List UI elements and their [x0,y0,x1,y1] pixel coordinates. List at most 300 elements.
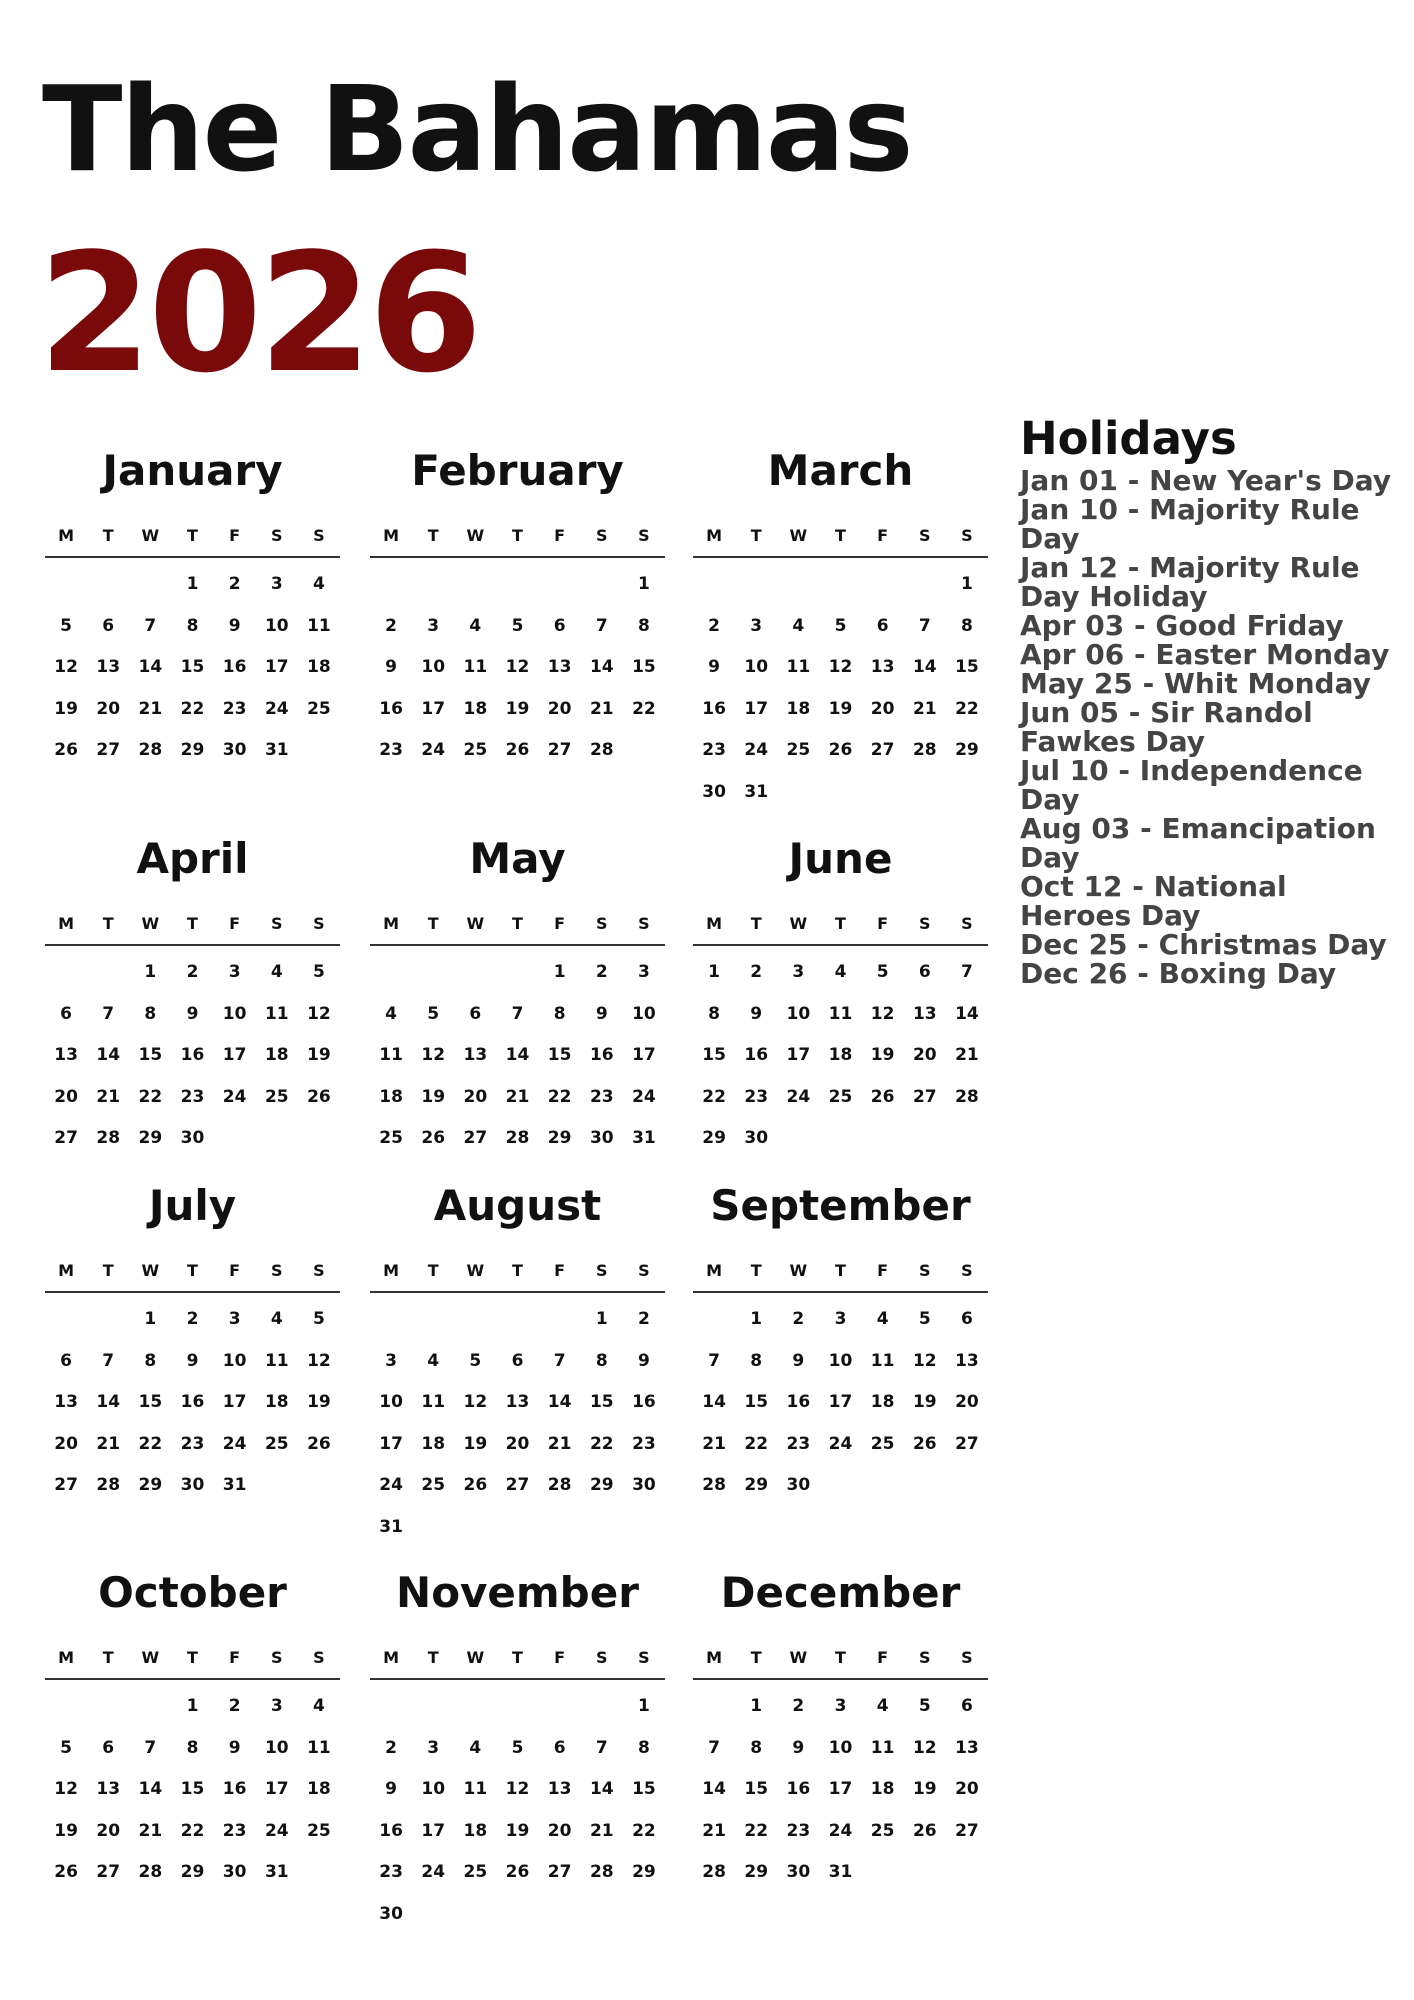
day-cell: 17 [264,657,289,677]
weekday-header [370,1636,665,1680]
month-july [45,1175,340,1507]
day-cell: 11 [264,1003,289,1024]
weekday-label: T [512,525,523,545]
weekday-label: W [789,525,808,545]
day-cell: 21 [702,1433,726,1454]
day-cell: 22 [180,1820,205,1841]
day-cell: 2 [186,1309,199,1329]
weekday-label: S [638,913,650,933]
day-cell: 15 [138,1392,163,1412]
day-cell: 2 [750,962,763,982]
weekday-label: W [789,1647,808,1667]
day-cell: 10 [222,1003,247,1024]
day-cell: 8 [750,1737,763,1758]
day-cell: 16 [180,1392,205,1412]
month-name: April [136,834,249,883]
day-grid [45,1686,340,1894]
day-cell: 29 [547,1128,572,1148]
day-cell: 20 [96,698,121,719]
day-cell: 16 [702,698,726,719]
day-cell: 23 [589,1086,614,1107]
weekday-label: S [638,1260,650,1280]
day-cell: 19 [54,698,78,719]
weekday-label: S [313,525,325,545]
day-cell: 8 [595,1350,608,1371]
day-cell: 21 [547,1433,572,1454]
day-cell: 11 [828,1003,853,1024]
day-cell: 2 [228,1696,241,1716]
weekday-label: F [229,1647,241,1667]
day-cell: 10 [421,1779,446,1799]
weekday-label: W [466,1647,485,1667]
day-cell: 23 [379,740,403,760]
day-cell: 21 [589,698,614,719]
weekday-label: T [187,525,198,545]
weekday-label: F [229,913,241,933]
day-cell: 21 [912,698,937,719]
day-cell: 29 [744,1475,769,1495]
day-cell: 3 [427,1737,440,1758]
empty-day-cell [693,1686,735,1728]
month-december [693,1562,988,1894]
weekday-label: W [789,913,808,933]
day-cell: 30 [744,1128,769,1148]
empty-day-cell [87,952,129,994]
holidays-panel [1020,412,1400,988]
day-cell: 8 [637,1737,650,1758]
day-cell: 14 [589,1779,614,1799]
day-cell: 23 [180,1433,205,1454]
day-cell: 31 [264,1862,289,1882]
day-cell: 27 [54,1128,78,1148]
weekday-header [45,902,340,946]
day-cell: 5 [511,1737,524,1758]
day-cell: 23 [786,1433,811,1454]
empty-day-cell [819,564,861,606]
day-cell: 27 [96,1862,121,1882]
empty-day-cell [735,564,777,606]
weekday-label: S [961,1260,973,1280]
day-cell: 17 [828,1779,853,1799]
day-cell: 3 [834,1696,847,1716]
holiday-list [1020,466,1400,988]
weekday-label: S [271,913,283,933]
day-cell: 25 [264,1086,289,1107]
day-cell: 2 [637,1309,650,1329]
day-cell: 27 [912,1086,937,1107]
day-cell: 19 [828,698,853,719]
weekday-label: T [835,1647,846,1667]
day-cell: 23 [222,698,247,719]
weekday-header [45,1636,340,1680]
day-cell: 5 [427,1003,440,1024]
month-september [693,1175,988,1507]
day-cell: 18 [264,1045,289,1065]
day-cell: 11 [463,657,488,677]
weekday-header [693,902,988,946]
day-cell: 19 [870,1045,895,1065]
day-cell: 18 [870,1392,895,1412]
day-cell: 1 [637,1696,650,1716]
day-cell: 21 [138,698,163,719]
day-cell: 20 [912,1045,937,1065]
day-cell: 30 [786,1475,811,1495]
day-cell: 9 [228,1737,241,1758]
day-cell: 6 [102,1737,115,1758]
day-cell: 3 [270,574,283,594]
day-grid [45,1299,340,1507]
day-cell: 28 [955,1086,979,1107]
day-cell: 6 [918,962,931,982]
day-cell: 2 [595,962,608,982]
day-cell: 16 [786,1392,811,1412]
day-cell: 5 [60,615,72,636]
day-cell: 31 [379,1516,403,1537]
day-cell: 2 [708,615,720,636]
day-cell: 15 [547,1045,572,1065]
empty-day-cell [496,952,538,994]
day-cell: 10 [828,1350,853,1371]
weekday-header [693,1636,988,1680]
day-cell: 30 [702,781,726,802]
day-cell: 9 [385,657,397,677]
empty-day-cell [581,564,623,606]
empty-day-cell [412,564,454,606]
day-grid [370,1299,665,1548]
weekday-label: F [229,525,241,545]
day-cell: 5 [60,1737,72,1758]
day-cell: 15 [744,1779,769,1799]
empty-day-cell [454,564,496,606]
day-cell: 20 [870,698,895,719]
weekday-label: T [102,525,114,545]
month-august [370,1175,665,1548]
day-cell: 15 [744,1392,769,1412]
day-cell: 17 [264,1779,289,1799]
day-cell: 10 [786,1003,811,1024]
day-cell: 25 [463,740,488,760]
weekday-label: S [596,525,608,545]
day-cell: 14 [505,1045,530,1065]
weekday-header [45,514,340,558]
month-name: June [788,834,893,883]
day-cell: 25 [264,1433,289,1454]
day-cell: 11 [463,1779,488,1799]
weekday-label: T [187,913,198,933]
weekday-label: M [383,1647,400,1667]
day-cell: 4 [876,1309,889,1329]
weekday-label: T [102,913,114,933]
day-cell: 24 [744,740,769,760]
day-cell: 19 [421,1086,446,1107]
weekday-label: W [466,1260,485,1280]
day-cell: 8 [750,1350,763,1371]
day-cell: 8 [960,615,973,636]
day-cell: 13 [912,1003,937,1024]
day-cell: 10 [744,657,769,677]
weekday-label: M [383,913,400,933]
day-cell: 5 [834,615,847,636]
day-cell: 5 [918,1696,931,1716]
day-cell: 24 [828,1820,853,1841]
day-cell: 1 [144,1309,157,1329]
weekday-label: T [835,1260,846,1280]
day-cell: 7 [595,615,608,636]
day-cell: 9 [186,1003,199,1024]
day-cell: 9 [385,1779,397,1799]
weekday-label: T [512,1260,523,1280]
day-cell: 21 [138,1820,163,1841]
holiday-item: Aug 03 - Emancipation Day [1020,812,1376,874]
day-cell: 30 [786,1862,811,1882]
day-cell: 15 [180,1779,205,1799]
day-grid [693,952,988,1160]
weekday-header [45,1249,340,1293]
day-cell: 7 [708,1350,720,1371]
day-cell: 12 [54,1779,78,1799]
day-cell: 1 [750,1696,763,1716]
weekday-label: W [141,913,160,933]
holiday-item: Jul 10 - Independence Day [1020,754,1363,816]
month-march [693,440,988,813]
day-cell: 9 [708,657,720,677]
day-cell: 5 [312,1309,325,1329]
day-cell: 7 [144,615,157,636]
day-cell: 11 [307,615,331,636]
day-cell: 2 [228,574,241,594]
day-cell: 22 [632,1820,656,1841]
day-cell: 22 [955,698,979,719]
empty-day-cell [129,564,171,606]
weekday-label: F [877,1647,889,1667]
month-name: January [102,446,283,495]
day-cell: 16 [786,1779,811,1799]
day-cell: 12 [54,657,78,677]
day-cell: 3 [228,1309,241,1329]
day-cell: 29 [702,1128,726,1148]
month-october [45,1562,340,1894]
day-cell: 29 [744,1862,769,1882]
empty-day-cell [45,1299,87,1341]
day-cell: 13 [547,1779,572,1799]
day-cell: 22 [744,1433,769,1454]
day-cell: 21 [589,1820,614,1841]
holiday-item: Jan 10 - Majority Rule Day [1020,493,1360,555]
day-cell: 20 [96,1820,121,1841]
weekday-label: T [427,913,439,933]
weekday-label: S [596,913,608,933]
page-title: The Bahamas [42,60,912,198]
empty-day-cell [496,1299,538,1341]
holiday-item: Dec 26 - Boxing Day [1020,957,1337,990]
weekday-label: T [750,913,762,933]
weekday-label: W [141,1260,160,1280]
day-cell: 7 [102,1003,115,1024]
day-cell: 18 [307,657,331,677]
day-cell: 27 [505,1475,530,1495]
day-cell: 5 [876,962,889,982]
day-cell: 28 [505,1128,530,1148]
empty-day-cell [412,1299,454,1341]
day-cell: 3 [270,1696,283,1716]
day-cell: 24 [786,1086,811,1107]
empty-day-cell [539,1686,581,1728]
weekday-label: W [466,525,485,545]
day-cell: 26 [912,1820,937,1841]
day-cell: 1 [960,574,973,594]
weekday-label: T [835,913,846,933]
day-cell: 13 [54,1392,78,1412]
day-cell: 16 [632,1392,656,1412]
day-cell: 21 [96,1433,121,1454]
day-grid [45,564,340,772]
day-cell: 7 [511,1003,524,1024]
weekday-label: T [427,525,439,545]
day-cell: 27 [547,740,572,760]
weekday-label: F [554,1260,566,1280]
weekday-label: M [383,1260,400,1280]
day-cell: 16 [180,1045,205,1065]
day-cell: 29 [632,1862,656,1882]
day-cell: 3 [792,962,805,982]
day-cell: 27 [96,740,121,760]
empty-day-cell [45,564,87,606]
day-cell: 14 [547,1392,572,1412]
day-cell: 25 [463,1862,488,1882]
empty-day-cell [412,1686,454,1728]
weekday-label: T [512,913,523,933]
day-cell: 3 [834,1309,847,1329]
holiday-item: Jun 05 - Sir Randol Fawkes Day [1020,696,1313,758]
day-cell: 30 [379,1903,403,1924]
month-name: July [148,1181,237,1230]
day-grid [370,564,665,772]
day-cell: 6 [553,1737,566,1758]
day-cell: 17 [786,1045,811,1065]
empty-day-cell [87,1686,129,1728]
day-cell: 17 [421,698,446,719]
month-name: March [767,446,914,495]
day-cell: 16 [222,1779,247,1799]
day-cell: 5 [312,962,325,982]
day-cell: 2 [792,1696,805,1716]
day-cell: 21 [955,1045,979,1065]
holiday-item: Oct 12 - National Heroes Day [1020,870,1287,932]
day-cell: 13 [955,1350,979,1371]
weekday-label: M [58,913,75,933]
day-cell: 1 [750,1309,763,1329]
weekday-label: S [919,1260,931,1280]
weekday-label: F [554,913,566,933]
day-cell: 14 [96,1392,121,1412]
day-cell: 13 [54,1045,78,1065]
weekday-label: W [789,1260,808,1280]
day-cell: 9 [228,615,241,636]
day-cell: 27 [955,1820,979,1841]
weekday-label: S [961,1647,973,1667]
day-cell: 29 [180,1862,205,1882]
month-name: August [433,1181,602,1230]
day-cell: 3 [750,615,763,636]
day-cell: 23 [744,1086,769,1107]
day-cell: 27 [870,740,895,760]
weekday-label: T [102,1260,114,1280]
day-cell: 17 [222,1392,247,1412]
day-cell: 22 [632,698,656,719]
weekday-label: F [877,913,889,933]
day-cell: 25 [421,1475,446,1495]
day-cell: 30 [222,1862,247,1882]
day-cell: 11 [870,1737,895,1758]
day-cell: 19 [912,1392,937,1412]
weekday-label: S [313,1260,325,1280]
day-cell: 4 [427,1350,440,1371]
day-grid [370,1686,665,1935]
day-cell: 26 [505,1862,530,1882]
day-cell: 12 [505,1779,530,1799]
day-cell: 23 [180,1086,205,1107]
weekday-label: S [961,913,973,933]
day-cell: 25 [870,1433,895,1454]
empty-day-cell [904,564,946,606]
day-cell: 6 [553,615,566,636]
day-cell: 20 [505,1433,530,1454]
day-cell: 6 [876,615,889,636]
month-november [370,1562,665,1935]
day-cell: 8 [637,615,650,636]
day-cell: 29 [589,1475,614,1495]
day-cell: 15 [955,657,979,677]
day-cell: 28 [547,1475,572,1495]
day-cell: 24 [421,1862,446,1882]
day-cell: 16 [379,698,403,719]
day-cell: 7 [144,1737,157,1758]
day-cell: 6 [469,1003,482,1024]
day-cell: 30 [180,1475,205,1495]
day-cell: 7 [595,1737,608,1758]
weekday-header [693,1249,988,1293]
day-cell: 4 [270,1309,283,1329]
weekday-label: M [58,525,75,545]
day-cell: 8 [708,1003,720,1024]
empty-day-cell [454,952,496,994]
day-cell: 30 [632,1475,656,1495]
day-cell: 15 [180,657,205,677]
day-cell: 3 [427,615,440,636]
day-cell: 27 [54,1475,78,1495]
day-cell: 11 [264,1350,289,1371]
empty-day-cell [45,1686,87,1728]
weekday-header [693,514,988,558]
day-cell: 15 [702,1045,726,1065]
empty-day-cell [777,564,819,606]
day-cell: 29 [955,740,979,760]
day-cell: 1 [144,962,157,982]
day-cell: 5 [918,1309,931,1329]
day-cell: 4 [312,1696,325,1716]
day-cell: 17 [421,1820,446,1841]
empty-day-cell [370,952,412,994]
weekday-label: T [187,1260,198,1280]
day-cell: 19 [463,1433,488,1454]
day-cell: 27 [463,1128,488,1148]
day-cell: 1 [708,962,720,982]
day-cell: 19 [505,698,530,719]
empty-day-cell [862,564,904,606]
day-grid [693,1686,988,1894]
day-cell: 24 [222,1086,247,1107]
day-cell: 13 [96,1779,121,1799]
